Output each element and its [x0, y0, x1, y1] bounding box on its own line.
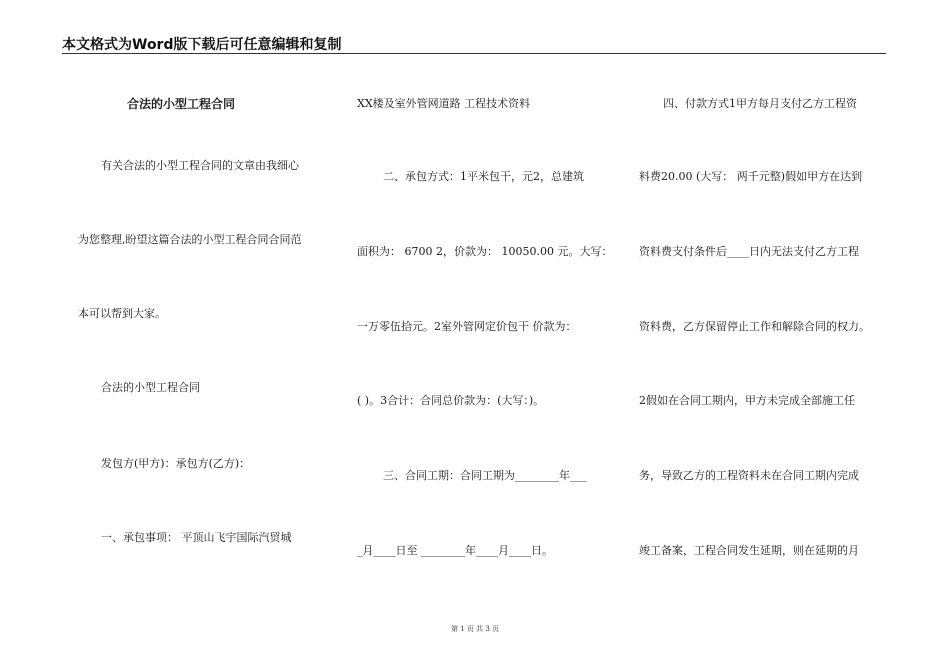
paragraph-line: 本可以帮到大家。	[78, 307, 166, 320]
paragraph-line: 为您整理,盼望这篇合法的小型工程合同合同范	[78, 233, 302, 246]
paragraph-line: 面积为： 6700 2，价款为： 10050.00 元。大写：	[357, 245, 613, 258]
paragraph-line: 有关合法的小型工程合同的文章由我细心	[101, 159, 299, 172]
paragraph-line: 2假如在合同工期内，甲方未完成全部施工任	[639, 394, 855, 407]
paragraph-line: _月____日至 ________年____月____日。	[357, 544, 553, 557]
paragraph-line: 合法的小型工程合同	[101, 381, 200, 394]
header-divider	[62, 53, 886, 54]
paragraph-line: 三、合同工期：合同工期为________年___	[383, 469, 587, 482]
paragraph-line: 发包方(甲方)：承包方(乙方)：	[101, 457, 251, 470]
paragraph-line: 务，导致乙方的工程资料未在合同工期内完成	[639, 469, 859, 482]
paragraph-line: ( )。3合计：合同总价款为：(大写：)。	[357, 394, 545, 407]
paragraph-line: 二、承包方式：1平米包干，元2，总建筑	[383, 170, 584, 183]
paragraph-line: 料费20.00 (大写： 两千元整)假如甲方在达到	[639, 170, 863, 183]
paragraph-line: 竣工备案，工程合同发生延期，则在延期的月	[639, 544, 859, 557]
page-number: 第 1 页 共 3 页	[450, 625, 500, 633]
paragraph-line: 一、承包事项： 平顶山飞宇国际汽贸城	[101, 531, 292, 544]
document-title: 合法的小型工程合同	[127, 97, 236, 111]
paragraph-line: 资料费，乙方保留停止工作和解除合同的权力。	[639, 320, 870, 333]
document-header: 本文格式为Word版下载后可任意编辑和复制	[62, 37, 342, 53]
paragraph-line: 四、付款方式1甲方每月支付乙方工程资	[663, 97, 857, 110]
paragraph-line: XX楼及室外管网道路 工程技术资料	[357, 97, 531, 110]
paragraph-line: 一万零伍拾元。2室外管网定价包干 价款为：	[357, 320, 577, 333]
paragraph-line: 资料费支付条件后____日内无法支付乙方工程	[639, 245, 859, 258]
